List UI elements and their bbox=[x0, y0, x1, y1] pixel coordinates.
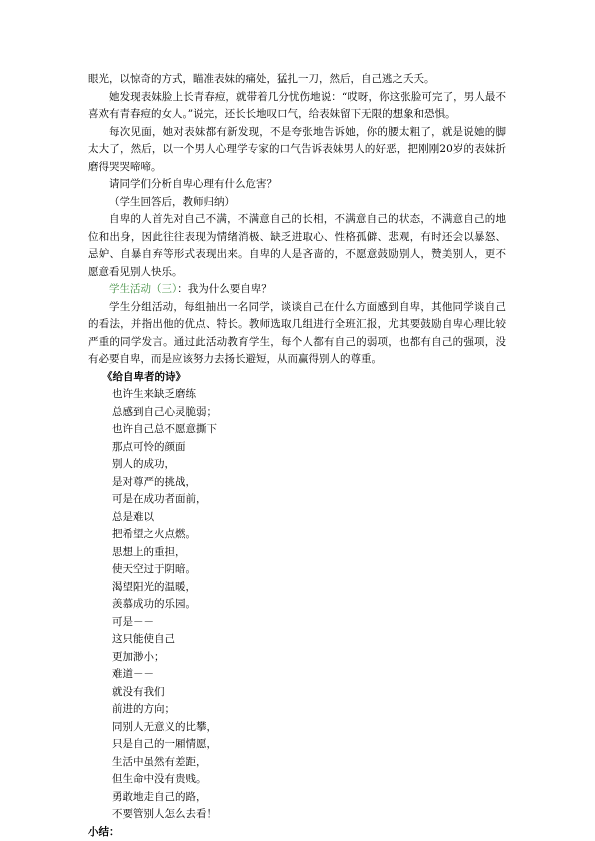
poem-line: 更加渺小； bbox=[112, 650, 165, 663]
poem-line: 别人的成功， bbox=[112, 458, 175, 470]
paragraph-acne: 她发现表妹脸上长青春痘，就带着几分忧伤地说：“哎呀，你这张脸可完了，男人最不喜欢有青春痘的女人。”说完，还长长地叹口气，给表妹留下无限的想象和恐惧。 bbox=[88, 90, 506, 120]
poem-line: 那点可怜的颜面 bbox=[112, 440, 186, 453]
poem-line: 可是在成功者面前， bbox=[112, 493, 207, 505]
poem-line: 总是难以 bbox=[112, 510, 154, 523]
poem-line: 把希望之火点燃。 bbox=[112, 528, 196, 540]
poem-line: 同别人无意义的比攀， bbox=[112, 720, 217, 733]
paragraph-activity: 学生分组活动，每组抽出一名同学，谈谈自己在什么方面感到自卑，其他同学谈自己的看法，并指出他的优点、特长。教师选取几组进行全班汇报，尤其要鼓励自卑心理比较严重的同学发言。通过此活动教育学生，每个人都有自己的弱项，也都有自己的强项，没有必要自卑，而是应该努力去扬长避短，从而赢得别人的尊重。 bbox=[88, 300, 506, 365]
poem-line: 难道－－ bbox=[112, 668, 154, 680]
poem-line: 也许生来缺乏磨练 bbox=[112, 388, 196, 400]
poem-line: 渴望阳光的温暖， bbox=[112, 580, 196, 593]
poem-line: 生活中虽然有差距， bbox=[112, 755, 207, 768]
question-harm: 请同学们分析自卑心理有什么危害？ bbox=[109, 178, 277, 190]
poem-line: 但生命中没有贵贱。 bbox=[112, 773, 207, 785]
activity-label: 学生活动（三） bbox=[109, 283, 178, 295]
poem-body bbox=[88, 386, 506, 824]
poem-line: 可是－－ bbox=[112, 615, 154, 628]
teacher-note: （学生回答后，教师归纳） bbox=[109, 195, 235, 208]
summary-heading: 小结： bbox=[88, 825, 120, 838]
paragraph-new-discovery: 每次见面，她对表妹都有新发现，不是夸张地告诉她，你的腰太粗了，就是说她的脚太大了，然后，以一个男人心理学专家的口气告诉表妹男人的好恶，把刚刚20岁的表妹折磨得哭哭啼啼。 bbox=[88, 125, 506, 173]
poem-line: 使天空过于阴暗。 bbox=[112, 563, 196, 575]
poem-line: 前进的方向； bbox=[112, 703, 175, 715]
poem-line: 是对尊严的挑战， bbox=[112, 475, 196, 488]
paragraph-harm-summary: 自卑的人首先对自己不满，不满意自己的长相，不满意自己的状态，不满意自己的地位和出身，因此往往表现为情绪消极、缺乏进取心、性格孤僻、悲观，有时还会以暴怒、忌妒、自暴自弃等形式表现出来。自卑的人是吝啬的，不愿意鼓励别人，赞美别人，更不愿意看见别人快乐。 bbox=[88, 213, 506, 278]
poem-line: 也许自己总不愿意撕下 bbox=[112, 423, 217, 435]
poem-line: 就没有我们 bbox=[112, 685, 165, 698]
document-body bbox=[88, 71, 506, 841]
poem-line: 这只能使自己 bbox=[112, 633, 175, 645]
activity-question: ：我为什么要自卑？ bbox=[177, 283, 272, 295]
poem-line: 总感到自己心灵脆弱； bbox=[112, 405, 217, 418]
poem-line: 思想上的重担， bbox=[112, 545, 186, 558]
poem-line: 不要管别人怎么去看！ bbox=[112, 808, 217, 820]
paragraph-story-end: 眼光，以惊奇的方式，瞄准表妹的痛处，猛扎一刀，然后，自己逃之夭夭。 bbox=[88, 73, 435, 85]
poem-line: 只是自己的一厢情愿， bbox=[112, 738, 217, 750]
activity-heading bbox=[88, 281, 506, 299]
poem-title: 《给自卑者的诗》 bbox=[102, 370, 186, 383]
poem-line: 勇敢地走自己的路， bbox=[112, 790, 207, 803]
poem-line: 羡慕成功的乐园。 bbox=[112, 598, 196, 610]
